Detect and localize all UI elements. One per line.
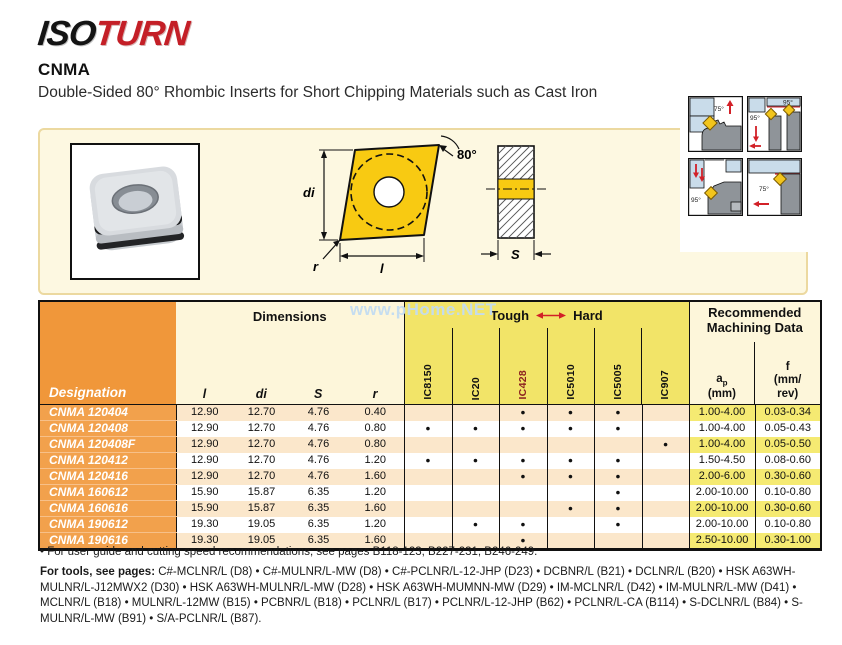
dim-l-cell: 12.90 — [190, 454, 219, 466]
grade-dot-cell: ● — [594, 469, 642, 485]
dim-s-cell: 6.35 — [307, 486, 330, 498]
angle-label: 80° — [457, 147, 477, 162]
grade-dot-cell: ● — [547, 501, 594, 517]
r-label: r — [313, 259, 319, 274]
dim-l-cell: 15.90 — [190, 486, 219, 498]
dim-di-cell: 12.70 — [233, 405, 290, 421]
ap-cell: 1.00-4.00 — [689, 405, 755, 421]
dim-s-cell: 4.76 — [290, 405, 347, 421]
dim-di-cell: 15.87 — [247, 486, 276, 498]
dim-l-cell: 12.90 — [176, 405, 233, 421]
center-hole — [374, 177, 404, 207]
machining-header — [689, 301, 821, 405]
tool-diagram-3 — [688, 158, 743, 216]
grade-header-ic907: IC907 — [641, 328, 688, 404]
grade-dot-cell — [547, 533, 594, 550]
grade-dot-cell — [547, 485, 594, 501]
grade-dot-cell — [547, 517, 594, 533]
designation-cell: CNMA 120408 — [39, 421, 176, 437]
table-row — [39, 453, 821, 469]
designation-header — [39, 301, 176, 405]
designation-cell: CNMA 120408F — [39, 437, 176, 453]
grade-dot-cell — [452, 485, 499, 501]
grade-dot-cell: ● — [452, 517, 499, 533]
dim-l-cell: 19.30 — [190, 518, 219, 530]
page-title: CNMA — [38, 60, 91, 79]
dim-r-cell: 1.60 — [347, 533, 404, 550]
grade-dot-cell: ● — [499, 405, 547, 421]
dim-col-di: di — [255, 387, 267, 401]
dim-l-cell: 19.30 — [176, 533, 233, 550]
f-cell: 0.05-0.43 — [755, 421, 821, 437]
grade-dot-cell: ● — [594, 485, 642, 501]
footnote: • For user guide and cutting speed recommendations, see pages B118-123, B227-231, B246-249. — [40, 546, 538, 558]
grade-dot-cell — [642, 405, 689, 421]
grade-dot-cell — [452, 405, 499, 421]
grade-dot-cell — [642, 517, 689, 533]
grade-dot-cell: ● — [594, 501, 642, 517]
insert-photo-box — [70, 143, 200, 280]
grade-dot-cell — [404, 485, 452, 501]
grade-header-ic428: IC428 — [499, 328, 546, 404]
grade-dot-cell: ● — [499, 533, 547, 550]
grade-dot-cell — [404, 405, 452, 421]
watermark: www.pHome.NET — [350, 300, 497, 319]
ap-cell: 2.00-10.00 — [689, 517, 755, 533]
dim-l-cell: 15.90 — [176, 501, 233, 517]
grade-dot-cell — [404, 437, 452, 453]
dim-di-cell: 12.70 — [247, 422, 276, 434]
tools-note-text: C#-MCLNR/L (D8) • C#-MULNR/L-MW (D8) • C#-PCLNR/L-12-JHP (D23) • DCBNR/L (B21) • DCLNR/L (B20) • HSK A63WH-MULNR/L-J12MWX2 (D30) • HSK A63WH-MULNR/L-MW (D28) • HSK A63WH-MUMNN-MW (D29) • IM-MCLNR/L (D42) • IM-MULNR/L-MW (D41) • MCLNR/L (B18) • MULNR/L-12MW (B15) • PCBNR/L (B18) • PCLNR/L (B17) • PCLNR/L-12-JHP (B62) • PCLNR/L-CA (B114) • S-DCLNR/L (B84) • S-MULNR/L-MW (B91) • S/A-PCLNR/L (B87). — [40, 566, 803, 625]
table-row — [39, 469, 821, 485]
f-cell: 0.30-0.60 — [755, 469, 821, 485]
dim-s-cell: 6.35 — [290, 533, 347, 550]
grade-dot-cell: ● — [594, 405, 642, 421]
dim-r-cell: 0.80 — [364, 422, 386, 434]
l-label: l — [380, 261, 384, 276]
grade-dot-cell: ● — [547, 421, 594, 437]
insert-drawing — [293, 132, 593, 292]
dim-r-cell: 1.20 — [364, 518, 386, 530]
machining-header-label: Recommended Machining Data — [706, 305, 803, 335]
table-row — [39, 517, 821, 533]
table-row — [39, 485, 821, 501]
grade-dot-cell: ● — [499, 421, 547, 437]
grade-header-ic5005: IC5005 — [594, 328, 641, 404]
s-label: S — [511, 247, 520, 262]
f-column-header: f (mm/ rev) — [754, 342, 820, 404]
designation-cell: CNMA 160616 — [39, 501, 176, 517]
ap-cell: 2.00-6.00 — [689, 469, 755, 485]
dim-r-cell: 1.60 — [347, 469, 404, 485]
dim-di-cell: 12.70 — [247, 454, 276, 466]
grade-dot-cell: ● — [404, 421, 452, 437]
grade-header-ic8150: IC8150 — [422, 364, 435, 400]
grade-dot-cell — [594, 437, 642, 453]
ap-cell: 1.00-4.00 — [689, 437, 755, 453]
dim-s-cell: 4.76 — [290, 469, 347, 485]
grade-dot-cell — [642, 485, 689, 501]
f-cell: 0.30-0.60 — [755, 501, 821, 517]
tools-note — [40, 565, 812, 627]
dim-s-cell: 4.76 — [307, 454, 330, 466]
diagram-angle-label: 75° — [714, 106, 724, 113]
grade-header-ic20: IC20 — [452, 328, 499, 404]
tools-note-label: For tools, see pages: — [40, 566, 156, 578]
tough-label: Tough — [490, 307, 530, 323]
grade-dot-cell: ● — [499, 453, 547, 469]
grade-dot-cell — [642, 533, 689, 550]
grade-dot-cell — [499, 437, 547, 453]
dim-di-cell: 19.05 — [233, 533, 290, 550]
logo-turn: TURN — [93, 14, 191, 53]
ap-cell: 1.00-4.00 — [689, 421, 755, 437]
dim-s-cell: 6.35 — [290, 501, 347, 517]
f-cell: 0.10-0.80 — [755, 485, 821, 501]
grade-dot-cell — [404, 469, 452, 485]
designation-cell: CNMA 120412 — [39, 453, 176, 469]
designation-cell: CNMA 190616 — [39, 533, 176, 550]
dim-l-cell: 12.90 — [176, 469, 233, 485]
grade-dot-cell: ● — [547, 453, 594, 469]
grade-dot-cell — [452, 437, 499, 453]
grade-dot-cell — [499, 485, 547, 501]
grade-dot-cell: ● — [499, 517, 547, 533]
grade-dot-cell: ● — [404, 453, 452, 469]
dim-r-cell: 1.20 — [364, 454, 386, 466]
grade-dot-cell: ● — [594, 517, 642, 533]
dimensions-header-label: Dimensions — [252, 309, 327, 324]
dim-r-cell: 1.20 — [364, 486, 386, 498]
dim-di-cell: 12.70 — [233, 437, 290, 453]
ap-cell: 2.50-10.00 — [689, 533, 755, 550]
tool-diagram-1 — [688, 96, 743, 152]
table-row — [39, 421, 821, 437]
dim-r-cell: 0.80 — [347, 437, 404, 453]
ap-cell: 1.50-4.50 — [689, 453, 755, 469]
tool-diagram-4 — [747, 158, 802, 216]
grade-dot-cell: ● — [499, 469, 547, 485]
spec-table — [38, 300, 822, 551]
grade-dot-cell — [642, 421, 689, 437]
dim-s-cell: 4.76 — [307, 422, 330, 434]
designation-cell: CNMA 120404 — [39, 405, 176, 421]
hard-label: Hard — [573, 307, 603, 323]
isoturn-logo — [36, 14, 191, 54]
dim-col-r: r — [372, 387, 378, 401]
grade-dot-cell — [499, 501, 547, 517]
designation-cell: CNMA 160612 — [39, 485, 176, 501]
grade-dot-cell — [642, 453, 689, 469]
ap-cell: 2.00-10.00 — [689, 485, 755, 501]
designation-cell: CNMA 120416 — [39, 469, 176, 485]
tool-diagram-2 — [747, 96, 802, 152]
page-subtitle: Double-Sided 80° Rhombic Inserts for Short Chipping Materials such as Cast Iron — [38, 84, 598, 101]
designation-header-label: Designation — [49, 385, 127, 400]
f-cell: 0.10-0.80 — [755, 517, 821, 533]
insert-photo — [72, 145, 198, 278]
grade-dot-cell: ● — [547, 469, 594, 485]
grade-dot-cell — [642, 469, 689, 485]
diagram-angle-label: 95° — [783, 99, 793, 107]
dim-di-cell: 19.05 — [247, 518, 276, 530]
di-label: di — [303, 185, 315, 200]
grade-dot-cell — [594, 533, 642, 550]
f-cell: 0.30-1.00 — [755, 533, 821, 550]
dim-di-cell: 12.70 — [233, 469, 290, 485]
dim-s-cell: 4.76 — [290, 437, 347, 453]
table-row — [39, 501, 821, 517]
grade-dot-cell — [547, 437, 594, 453]
diagram-angle-label: 95° — [750, 115, 760, 122]
dim-di-cell: 15.87 — [233, 501, 290, 517]
dim-s-cell: 6.35 — [307, 518, 330, 530]
f-cell: 0.05-0.50 — [755, 437, 821, 453]
dim-l-cell: 12.90 — [190, 422, 219, 434]
diagram-angle-label: 75° — [759, 186, 769, 193]
grade-dot-cell — [404, 501, 452, 517]
table-body — [39, 405, 821, 550]
designation-cell: CNMA 190612 — [39, 517, 176, 533]
table-row — [39, 437, 821, 453]
ap-column-header: $a_p$ (mm) — [707, 373, 736, 401]
dim-l-cell: 12.90 — [176, 437, 233, 453]
grade-dot-cell — [452, 469, 499, 485]
table-row — [39, 405, 821, 421]
grade-dot-cell: ● — [594, 421, 642, 437]
ap-cell: 2.00-10.00 — [689, 501, 755, 517]
f-cell: 0.08-0.60 — [755, 453, 821, 469]
grade-dot-cell — [404, 517, 452, 533]
grade-dot-cell — [642, 501, 689, 517]
grade-dot-cell: ● — [642, 437, 689, 453]
diagram-angle-label: 95° — [691, 197, 701, 204]
tough-hard-arrow-icon — [536, 311, 566, 320]
grade-dot-cell: ● — [452, 453, 499, 469]
logo-iso: ISO — [36, 14, 98, 53]
grade-header-ic5010: IC5010 — [547, 328, 594, 404]
dim-col-s: S — [314, 387, 323, 401]
grade-dot-cell: ● — [547, 405, 594, 421]
grade-dot-cell: ● — [594, 453, 642, 469]
dim-col-l: l — [202, 387, 207, 401]
f-cell: 0.03-0.34 — [755, 405, 821, 421]
grade-dot-cell — [452, 501, 499, 517]
grade-dot-cell: ● — [452, 421, 499, 437]
dim-r-cell: 1.60 — [347, 501, 404, 517]
dim-r-cell: 0.40 — [347, 405, 404, 421]
